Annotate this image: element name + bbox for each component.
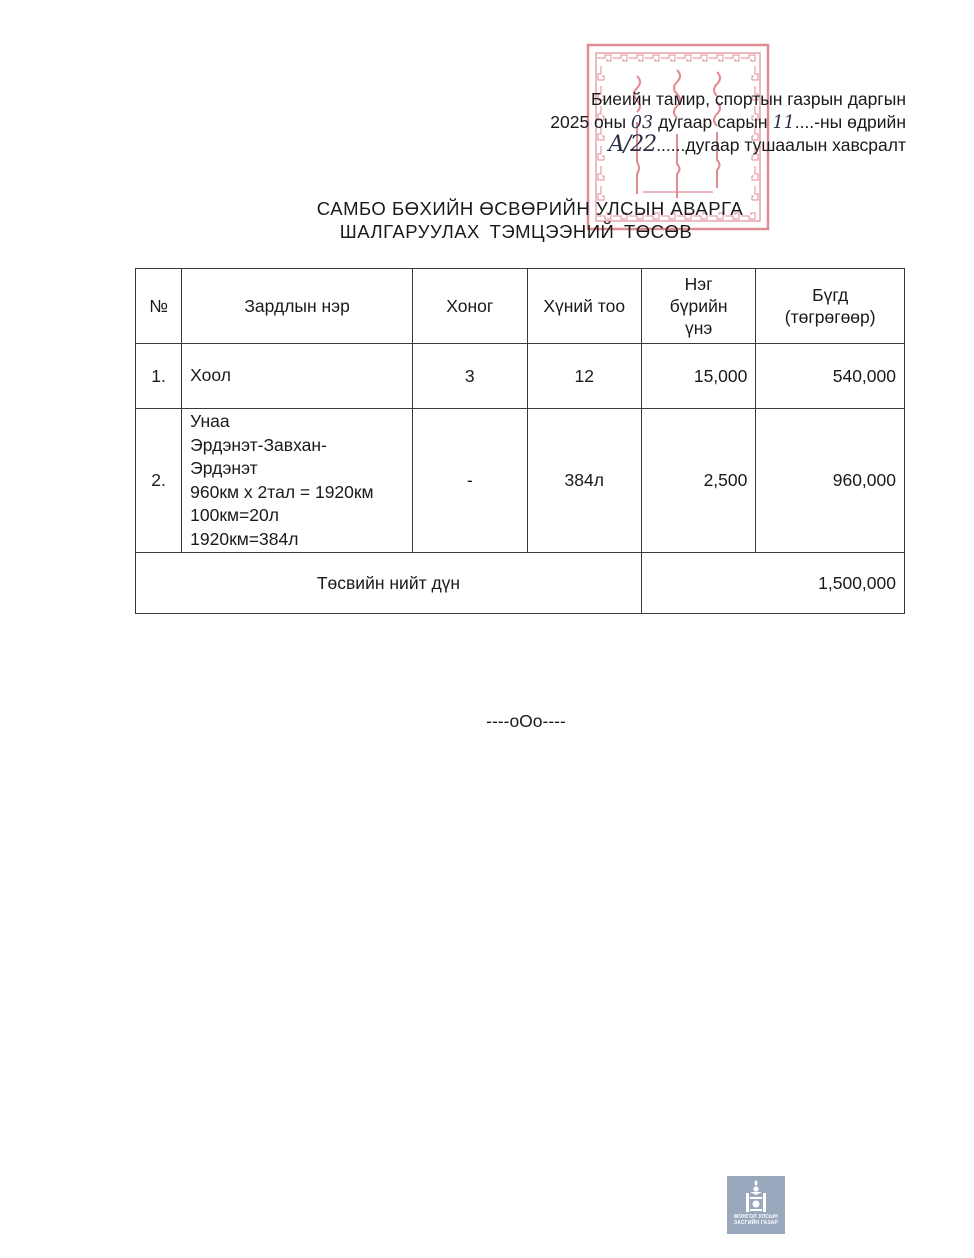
header-unit-price-l3: үнэ [684,318,713,338]
soyombo-icon [743,1180,769,1214]
cell-days: 3 [413,344,527,409]
header-day-suffix: ....-ны өдрийн [794,111,906,132]
total-value: 1,500,000 [641,553,904,614]
expense-name-line: 960км х 2тал = 1920км [190,481,374,502]
cell-days: - [413,409,527,553]
header-unit-price-l2: бүрийн [669,296,728,316]
title-line-1: САМБО БӨХИЙН ӨСВӨРИЙН УЛСЫН АВАРГА [316,198,744,219]
expense-name-line: 1920км=384л [190,528,299,549]
government-logo [727,1176,785,1234]
logo-text-2: ЗАСГИЙН ГАЗАР [733,1220,779,1226]
budget-table [135,268,905,614]
header-expense-name: Зардлын нэр [182,269,413,344]
title-line-2: ШАЛГАРУУЛАХ ТЭМЦЭЭНИЙ ТӨСӨВ [339,221,693,242]
header-line-1: Биеийн тамир, спортын газрын даргын [590,89,906,109]
logo-text-1: МОНГОЛ УЛСЫН [733,1214,779,1220]
header-unit-price [641,269,755,344]
header-month-suffix: дугаар сарын [658,111,768,132]
table-header-row [136,269,905,344]
header-total [756,269,905,344]
appendix-header [550,88,906,157]
cell-expense-name [182,409,413,553]
handwritten-day: 11 [772,112,795,133]
handwritten-order-number: А/22 [608,132,657,157]
cell-unit-price: 2,500 [641,409,755,553]
cell-total: 960,000 [756,409,905,553]
cell-no: 2. [136,409,182,553]
table-row [136,409,905,553]
table-total-row [136,553,905,614]
expense-name-line: Унаа [190,411,230,431]
cell-total: 540,000 [756,344,905,409]
header-unit-price-l1: Нэг [684,274,713,294]
handwritten-month: 03 [630,112,654,133]
header-year: 2025 оны [550,111,627,132]
cell-no: 1. [136,344,182,409]
expense-name-line: Эрдэнэт [190,458,258,478]
header-days: Хоног [413,269,527,344]
header-order-suffix: ......дугаар тушаалын хавсралт [656,135,906,155]
header-people: Хүний тоо [527,269,641,344]
cell-expense-name: Хоол [182,344,413,409]
cell-unit-price: 15,000 [641,344,755,409]
expense-name-line: 100км=20л [190,505,279,525]
cell-people: 12 [527,344,641,409]
total-label: Төсвийн нийт дүн [136,553,642,614]
cell-people: 384л [527,409,641,553]
end-mark: ----оОо---- [486,711,566,731]
header-no: № [136,269,182,344]
header-line-2 [550,111,906,135]
table-row [136,344,905,409]
header-line-3 [550,134,906,157]
expense-name-line: Эрдэнэт-Завхан- [190,434,327,455]
header-total-l1: Бүгд [812,285,849,305]
header-total-l2: (төгрөгөөр) [784,307,876,327]
page-title [0,197,974,243]
